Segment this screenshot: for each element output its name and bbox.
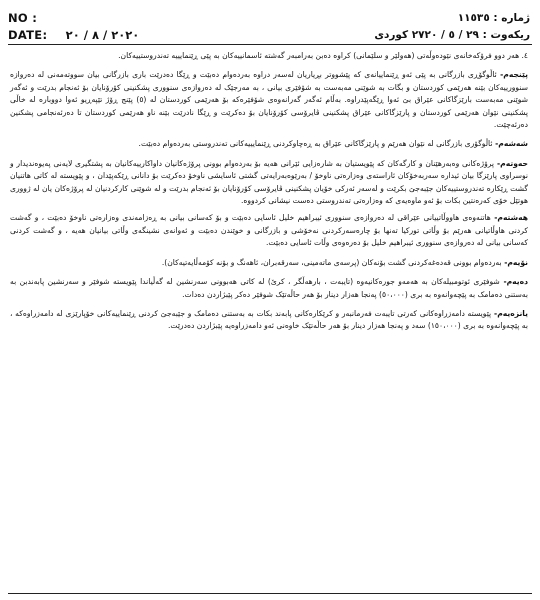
footer-divider [8,593,532,594]
paragraph-4: ٤. هەر دوو فرۆکەخانەی نێودەوڵەتی (هەولێر و سلێمانی) کراوە دەبن بەرامبەر گەشتە ئاسمانییەکان بە پێی ڕێنمایییە تەندروستییەکان. [118,51,528,60]
date-field [8,28,139,42]
paragraph-heading: پێنجەم- [496,70,528,80]
dated-label: ریکەوت : [482,29,530,41]
paragraph-5: پێنجەم- ئاڵوگۆڕی بازرگانی بە پێی ئەو ڕێنماییانەی کە پێشووتر بڕیاریان لەسەر دراوە بەردەوام دەبێت و ڕێگا دەدرێت باری بازرگانی بیان سووتەمەنی لە دەروازە سنوورییەکان بێنە هەرێمی کوردستان و بگات بە شوێنی مەبەست بە شۆفێری بیانی ، بە مەرجێک لە دەروازەی سنووری پشکنینی کۆرۆنایان بۆ ئەنجام بدرێت و ئەگەر شوێنی مەبەست بارێزگاکانی عێراق بێ ئەوا ڕێگەپێدراوە. بەڵام ئەگەر گەرانەوەی شۆفێرەکە بۆ هەرێمی کوردستان لە (٥) پێنج ڕۆژ تێپەڕیو ئەوا دووبارە لە خاڵی پشکنینی نێوان هەرێمی کوردستان و پارێزگاکانی عێراق پشکنینی ڤایرۆسی کۆرۆنایان بۆ دەکرێت و ڕێگا نادرێت بێنە ناو هەرێمی کوردستان تا دەرئەنجامی پشکنین دەرئەچێت. [10,70,529,130]
paragraph-9: نۆیەم- بەردەوام بوونی قەدەغەکردنی گشت بۆنەکان (پرسەی ماتەمینی، سەرقەبران، ئاهەنگ و بۆنە کۆمەڵایەتیەکان). [161,257,528,267]
paragraph-heading: شەشەم- [492,139,528,149]
header-row-number [8,10,530,26]
paragraph-10: دەیەم- شوفێری ئوتومبیلەکان بە هەمەو جورەکانیەوە (تایبەت ، بارهەڵگر ، کرێ) لە کاتی هەبوونی سەرنشین لە گەڵیاندا پێویستە شوفێر و سەرنشین پابەندبن بە بەستنی دەمامک بە پێچەوانەوە بە بری (٥٠،٠٠٠) پەنجا هەزار دینار بۆ هەر حاڵەتێک شوفێر دەکر پێبژاردن دەدات. [10,277,528,299]
dated-value: ٢٩ / ٥ / ٢٧٢٠ كوردی [374,29,479,41]
paragraph-heading: یانزەیەم- [491,308,528,318]
letter-body [10,50,528,338]
number-field [458,12,530,24]
paragraph-8: هەشتەم- هاتنەوەی هاووڵاتییانی عێراقی لە دەروازەی سنووری ئیبراهیم خلیل ئاسایی دەبێت و بۆ کەسانی بیانی بە ڕەزامەندی وەزارەتی ناوخۆ دەبێت ، و گەشت کردنی هاوڵاتیانی هەرێم بۆ وڵاتی تورکیا تەنها بۆ چارەسەرکردنی نەخۆشی و بازرگانی و خوێندن دەبێت و ئەوانەی نشینگەی وڵاتی بیانیان هەیە ، و گەشت کردنی کەسانی بیانی لە دەروازەی سنووری ئیبراهیم خلیل بۆ دەرەوەی وڵات ئاسایی دەبێت. [10,213,528,248]
paragraph-heading: هەشتەم- [490,213,528,223]
date-label: DATE: [8,28,48,42]
no-label: NO : [8,11,38,25]
number-label: ژماره : [493,12,530,24]
header-row-date [8,27,530,43]
date-value: ٢٠٢٠ / ٨ / ٢٠ [65,28,140,42]
number-value: ١١٥٣٥ [457,12,490,24]
paragraph-6: شەشەم- ئاڵوگۆری بازرگانی لە نێوان هەرێم و پارێزگاکانی عێراق بە ڕەچاوکردنی ڕێنمایییەکانی تەندروستی بەردەوام دەبێت. [138,139,528,149]
paragraph-heading: نۆیەم- [501,257,528,267]
paragraph-7: حەوتەم- پرۆژەکانی وەبەرهێنان و کارگەکان کە پێویستیان بە شارەزایی ئێرانی هەیە بۆ بەردەوام بوونی پرۆژەکانیان داواکارییەکانیان بە پشتگیری لایەنی پەیوەندیدار و نوسراوی پارێزگا بیان ئیدارە سەربەخۆکان ئاراستەی وەزارەتی ناوخۆ / بەرێوەبەرایەتی گشتی ئاسایشی ناوخۆ دەکرێت بۆ دانانی ڕێکەپێدان ، و پێویستە لە کاتی هاتنیان گشت ڕێکارە تەندروستییەکان جێبەجێ بکرێت و لەسەر ئەرکی خۆیان پشکنینی ڤایرۆسی کۆرۆنایان بۆ ئەنجام بدرێت و لە شوێنی کارکردنیان لە پرۆژەکان یان لە ژووری هوتێل خۆی کەرەنتین بکات بۆ ئەو ماوەیەی کە وەزارەتی تەندروستی دەست نیشانی کردووە. [10,158,528,206]
paragraph-heading: حەوتەم- [494,158,528,168]
paragraph-heading: دەیەم- [499,277,528,287]
dated-field [374,29,530,41]
paragraph-11: یانزەیەم- پێویستە دامەزراوەکانی کەرتی تایبەت فەرمانبەر و کرێکارەکانی پابەند بکات بە بەستنی دەمامک و جێبەجێ کردنی ڕێنماییەکانی خۆپارێزی لە دامەزراوەکە ، بە پێچەوانەوە بە بری (١٥٠،٠٠٠) سەد و پەنجا هەزار دینار بۆ هەر حاڵەتێک خاوەنی ئەو دامەزراوەیە پێبژاردن دەدرێت. [10,308,528,331]
header-divider [8,44,532,45]
